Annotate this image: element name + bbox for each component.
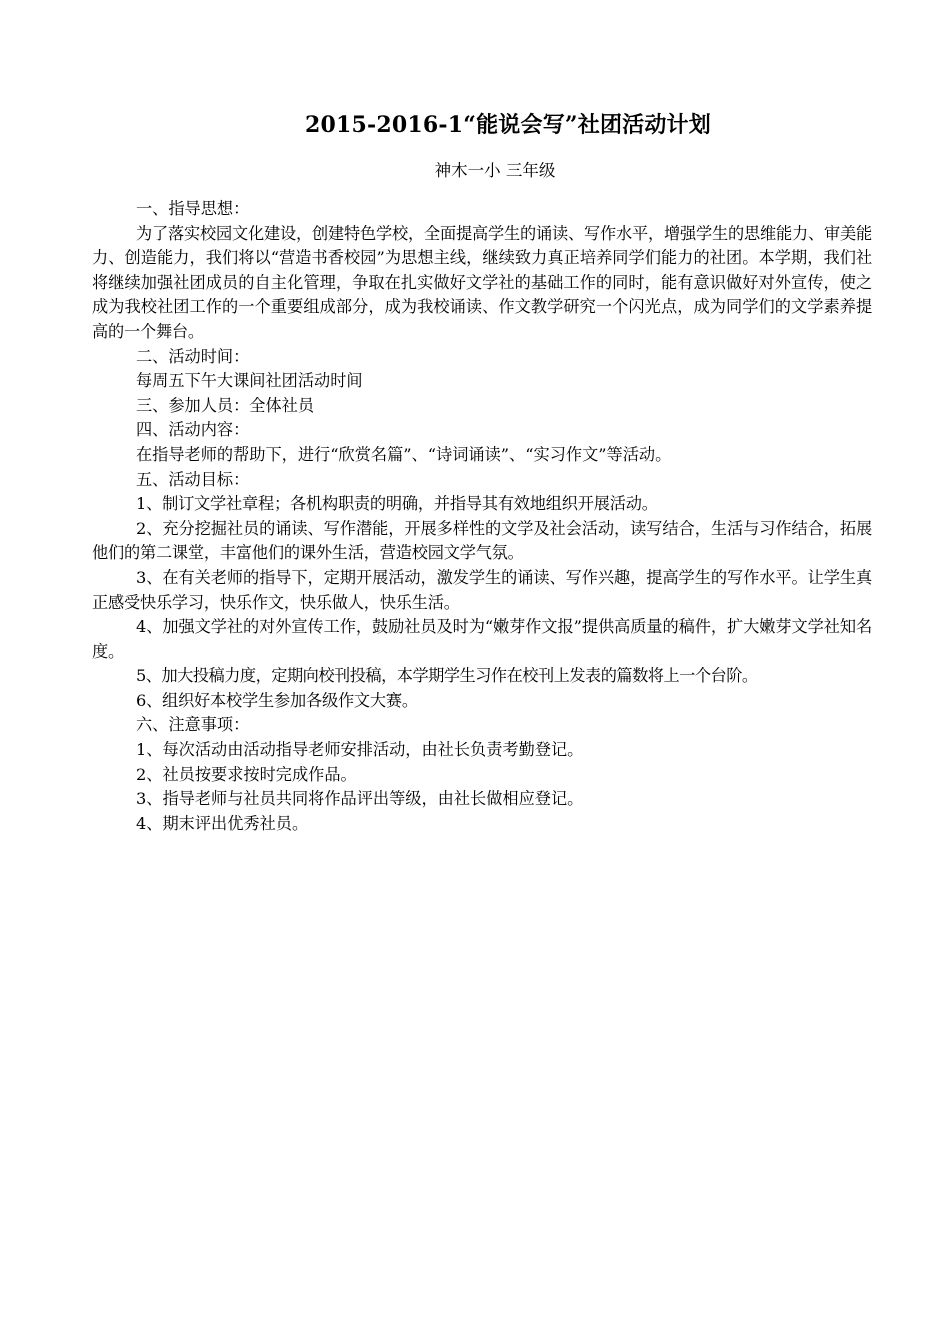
goal-item: 6、组织好本校学生参加各级作文大赛。: [136, 690, 418, 710]
note-item: 1、每次活动由活动指导老师安排活动，由社长负责考勤登记。: [136, 740, 584, 760]
time-paragraph: 每周五下午大课间社团活动时间: [136, 371, 363, 391]
section-heading-time: 二、活动时间：: [136, 346, 250, 366]
note-item: 3、指导老师与社员共同将作品评出等级，由社长做相应登记。: [136, 789, 584, 809]
section-heading-notes: 六、注意事项：: [136, 715, 250, 735]
section-heading-guide: 一、指导思想：: [136, 199, 250, 218]
goal-item: 5、加大投稿力度，定期向校刊投稿，本学期学生习作在校刊上发表的篇数将上一个台阶。: [136, 666, 758, 686]
content-paragraph: 在指导老师的帮助下，进行“欣赏名篇”、“诗词诵读”、“实习作文”等活动。: [136, 444, 672, 464]
section-heading-content: 四、活动内容：: [136, 420, 250, 440]
goal-item: 2、充分挖掘社员的诵读、写作潜能，开展多样性的文学及社会活动，读写结合，生活与习作结合，拓展他们的第二课堂，丰富他们的课外生活，营造校园文学气氛。: [92, 518, 872, 563]
document-body: [92, 197, 872, 836]
section-heading-goals: 五、活动目标：: [136, 469, 250, 489]
goal-item: 4、加强文学社的对外宣传工作，鼓励社员及时为“嫩芽作文报”提供高质量的稿件，扩大嫩芽文学社知名度。: [92, 617, 872, 661]
goal-item: 1、制订文学社章程；各机构职责的明确，并指导其有效地组织开展活动。: [136, 494, 658, 514]
document-subtitle: 神木一小 三年级: [434, 161, 556, 180]
note-item: 4、期末评出优秀社员。: [136, 813, 309, 833]
note-item: 2、社员按要求按时完成作品。: [136, 764, 357, 784]
goal-item: 3、在有关老师的指导下，定期开展活动，激发学生的诵读、写作兴趣，提高学生的写作水平。让学生真正感受快乐学习，快乐作文，快乐做人，快乐生活。: [92, 567, 872, 612]
guide-paragraph: 为了落实校园文化建设，创建特色学校，全面提高学生的诵读、写作水平，增强学生的思维能力、审美能力、创造能力，我们将以“营造书香校园”为思想主线，继续致力真正培养同学们能力的社团。本学期，我们社将继续加强社团成员的自主化管理，争取在扎实做好文学社的基础工作的同时，能有意识做好对外宣传，使之成为我校社团工作的一个重要组成部分，成为我校诵读、作文教学研究一个闪光点，成为同学们的文学素养提高的一个舞台。: [92, 223, 872, 341]
section-heading-members: 三、参加人员：全体社员: [136, 395, 315, 415]
document-title: 2015-2016-1“能说会写”社团活动计划: [305, 112, 711, 138]
